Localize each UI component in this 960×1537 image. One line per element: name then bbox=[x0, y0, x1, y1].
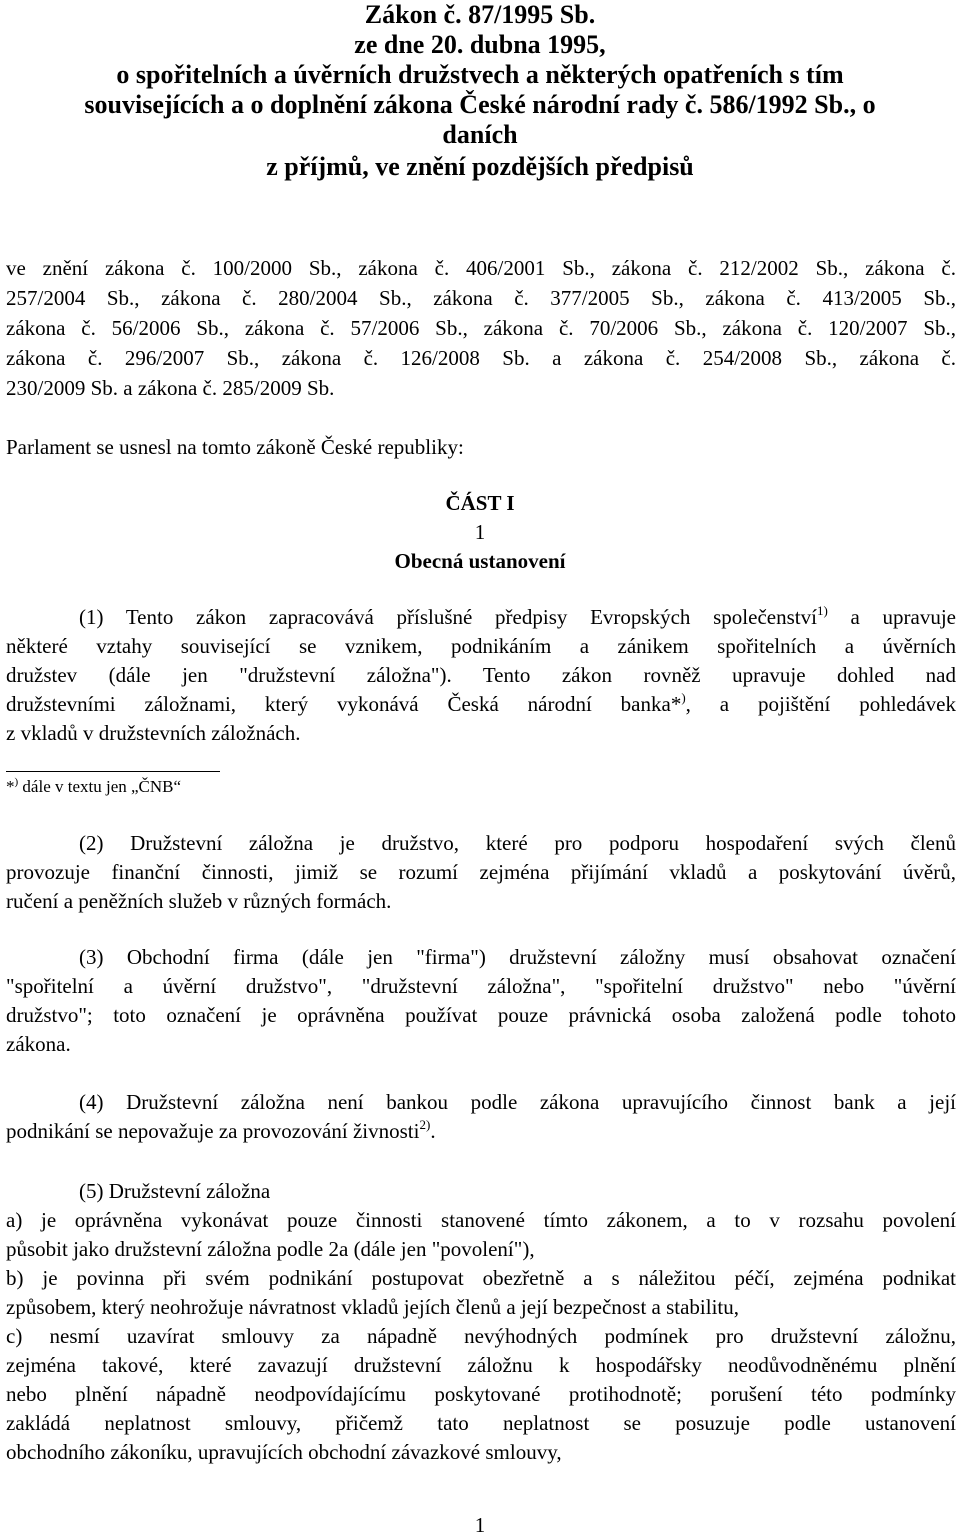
paragraph-line: nebo plnění nápadně neodpovídajícímu poskytované protihodnotě; porušení této podmínky bbox=[6, 1382, 956, 1406]
paragraph-line: provozuje finanční činnosti, jimiž se rozumí zejména přijímání vkladů a poskytování úvěrů, bbox=[6, 860, 956, 884]
paragraph-line: (4) Družstevní záložna není bankou podle zákona upravujícího činnost bank a její bbox=[79, 1090, 956, 1114]
paragraph-line: b) je povinna při svém podnikání postupovat obezřetně a s náležitou péčí, zejména podnikat bbox=[6, 1266, 956, 1290]
paragraph-line: "spořitelní a úvěrní družstvo", "družstevní záložna", "spořitelní družstvo" nebo "úvěrní bbox=[6, 974, 956, 998]
title-line: o spořitelních a úvěrních družstvech a některých opatřeních s tím bbox=[116, 60, 844, 89]
paragraph-line: způsobem, který neohrožuje návratnost vkladů jejích členů a její bezpečnost a stabilitu, bbox=[6, 1295, 740, 1319]
paragraph-line: (2) Družstevní záložna je družstvo, které pro podporu hospodaření svých členů bbox=[79, 831, 956, 855]
paragraph-line: zakládá neplatnost smlouvy, přičemž tato neplatnost se posuzuje podle ustanovení bbox=[6, 1411, 956, 1435]
title-line: z příjmů, ve znění pozdějších předpisů bbox=[266, 152, 694, 181]
paragraph-2 bbox=[6, 829, 956, 916]
title-line: Zákon č. 87/1995 Sb. bbox=[364, 0, 596, 29]
paragraph-line: c) nesmí uzavírat smlouvy za nápadně nevýhodných podmínek pro družstevní záložnu, bbox=[6, 1324, 956, 1348]
section-heading: Obecná ustanovení bbox=[394, 549, 566, 573]
paragraph-3 bbox=[6, 943, 956, 1059]
amendment-line: 230/2009 Sb. a zákona č. 285/2009 Sb. bbox=[6, 376, 335, 400]
title-line: ze dne 20. dubna 1995, bbox=[354, 30, 606, 59]
paragraph-line: některé vztahy související se vznikem, podnikáním a zánikem spořitelních a úvěrních bbox=[6, 634, 956, 658]
paragraph-line: zákona. bbox=[6, 1032, 71, 1056]
amendment-line: zákona č. 56/2006 Sb., zákona č. 57/2006 Sb., zákona č. 70/2006 Sb., zákona č. 120/2007 Sb., bbox=[6, 316, 956, 340]
footnote-ref: ) bbox=[681, 690, 686, 705]
paragraph-1 bbox=[6, 603, 956, 748]
footnote-separator bbox=[6, 771, 220, 772]
paragraph-line: obchodního zákoníku, upravujících obchodní závazkové smlouvy, bbox=[6, 1440, 562, 1464]
paragraph-line: (1) Tento zákon zapracovává příslušné předpisy Evropských společenství$^{1)}$ a upravuje bbox=[79, 603, 956, 629]
paragraph-line: působit jako družstevní záložna podle 2a (dále jen "povolení"), bbox=[6, 1237, 535, 1261]
title-line: souvisejících a o doplnění zákona České národní rady č. 586/1992 Sb., o bbox=[84, 90, 876, 119]
footnote-ref: 1) bbox=[816, 603, 828, 618]
enactment-clause: Parlament se usnesl na tomto zákoně České republiky: bbox=[6, 435, 464, 459]
paragraph-line: družstvo"; toto označení je oprávněna používat pouze právnická osoba založená podle tohoto bbox=[6, 1003, 956, 1027]
amendment-line: ve znění zákona č. 100/2000 Sb., zákona č. 406/2001 Sb., zákona č. 212/2002 Sb., zákona č. bbox=[6, 256, 956, 280]
paragraph-line: a) je oprávněna vykonávat pouze činnosti stanovené tímto zákonem, a to v rozsahu povolení bbox=[6, 1208, 956, 1232]
paragraph-line: z vkladů v družstevních záložnách. bbox=[6, 721, 301, 745]
paragraph-line: družstevními záložnami, který vykonává Česká národní banka*), a pojištění pohledávek bbox=[6, 690, 956, 716]
footnote-ref: 2) bbox=[419, 1117, 431, 1132]
law-title bbox=[0, 0, 960, 182]
part-label: ČÁST I bbox=[445, 491, 515, 515]
amendment-line: 257/2004 Sb., zákona č. 280/2004 Sb., zákona č. 377/2005 Sb., zákona č. 413/2005 Sb., bbox=[6, 286, 956, 310]
paragraph-line: zejména takové, které zavazují družstevní záložnu k hospodářsky neodůvodněnému plnění bbox=[6, 1353, 956, 1377]
paragraph-heading: (5) Družstevní záložna bbox=[79, 1179, 271, 1203]
title-line: daních bbox=[442, 120, 518, 149]
amendment-line: zákona č. 296/2007 Sb., zákona č. 126/2008 Sb. a zákona č. 254/2008 Sb., zákona č. bbox=[6, 346, 956, 370]
paragraph-line: podnikání se nepovažuje za provozování živnosti$^{2)}$. bbox=[6, 1117, 436, 1143]
footnote: *) dále v textu jen „ČNB“ bbox=[6, 776, 182, 796]
paragraph-4 bbox=[6, 1088, 956, 1146]
section-number: 1 bbox=[474, 520, 486, 544]
paragraph-5 bbox=[6, 1177, 956, 1467]
amendments-list bbox=[6, 253, 956, 403]
paragraph-line: (3) Obchodní firma (dále jen "firma") družstevní záložny musí obsahovat označení bbox=[79, 945, 956, 969]
paragraph-line: družstev (dále jen "družstevní záložna"). Tento zákon rovněž upravuje dohled nad bbox=[6, 663, 956, 687]
paragraph-line: ručení a peněžních služeb v různých formách. bbox=[6, 889, 392, 913]
page-number: 1 bbox=[474, 1513, 486, 1537]
